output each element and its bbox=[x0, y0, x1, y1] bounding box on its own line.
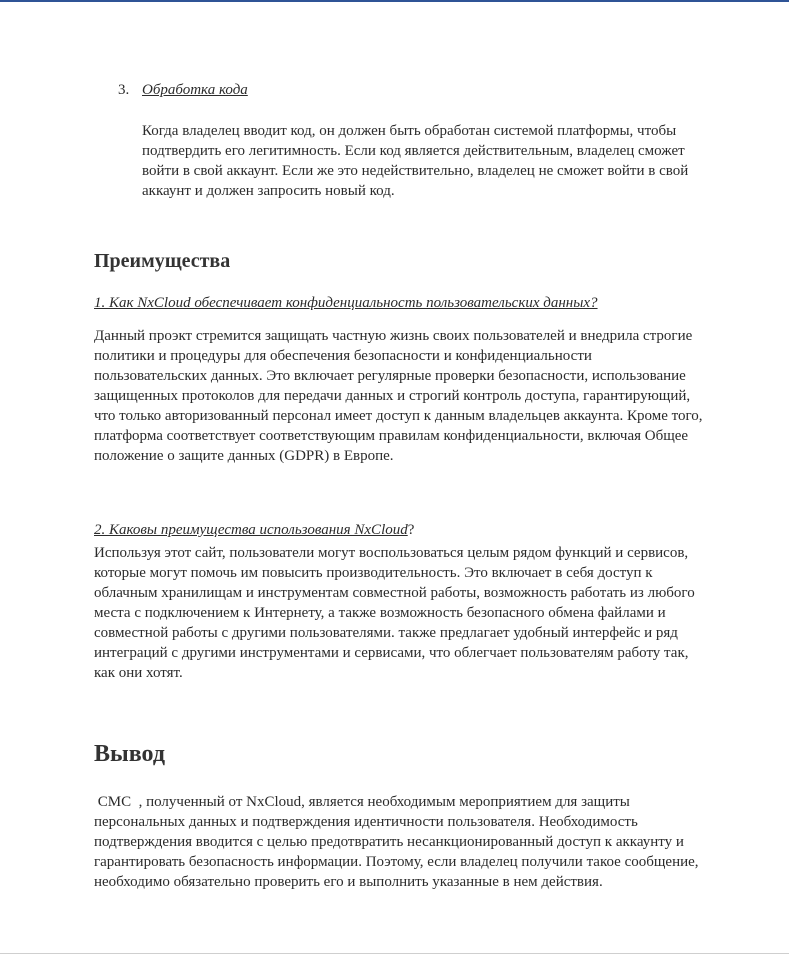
question-1: 1. Как NxCloud обеспечивает конфиденциальность пользовательских данных? bbox=[94, 295, 598, 311]
answer-2-paragraph: Используя этот сайт, пользователи могут воспользоваться целым рядом функций и сервисов, которые могут помочь им повысить производительность. Это включает в себя доступ к облачным хранилищам и инструментам совместной работы, возможность работать из любого места с подключением к Интернету, а также возможность безопасного обмена файлами и совместной работы с другими пользователями. также предлагает удобный интерфейс и ряд интеграций с другими инструментами и сервисами, что облегчает пользователям работу так, как они хотят. bbox=[94, 545, 695, 681]
bottom-border bbox=[0, 953, 789, 954]
advantages-heading: Преимущества bbox=[94, 250, 231, 272]
question-2-text: 2. Каковы преимущества использования NxCloud bbox=[94, 522, 408, 538]
top-border bbox=[0, 0, 789, 2]
question-2-mark: ? bbox=[407, 522, 415, 538]
list-item-number: 3. bbox=[118, 82, 130, 98]
answer-1-paragraph: Данный проэкт стремится защищать частную жизнь своих пользователей и внедрила строгие политики и процедуры для обеспечения безопасности и конфиденциальности пользовательских данных. Это включает регулярные проверки безопасности, использование защищенных протоколов для передачи данных и строгий контроль доступа, гарантирующий, что только авторизованный персонал имеет доступ к данным владельцев аккаунта. Кроме того, платформа соответствует соответствующим правилам конфиденциальности, включая Общее положение о защите данных (GDPR) в Европе. bbox=[94, 328, 703, 464]
question-2 bbox=[94, 522, 414, 539]
conclusion-heading: Вывод bbox=[94, 741, 165, 767]
conclusion-paragraph: СМС , полученный от NxCloud, является необходимым мероприятием для защиты персональных данных и подтверждения идентичности пользователя. Необходимость подтверждения вводится с целью предотвратить несанкционированный доступ к аккаунту и гарантировать безопасность информации. Поэтому, если владелец получили такое сообщение, необходимо обязательно проверить его и выполнить указанные в нем действия. bbox=[94, 794, 703, 890]
list-item-title: Обработка кода bbox=[142, 82, 248, 98]
list-item-body: Когда владелец вводит код, он должен быть обработан системой платформы, чтобы подтвердить его легитимность. Если код является действительным, владелец сможет войти в свой аккаунт. Если же это недействительно, владелец не сможет войти в свой аккаунт и должен запросить новый код. bbox=[142, 123, 689, 199]
